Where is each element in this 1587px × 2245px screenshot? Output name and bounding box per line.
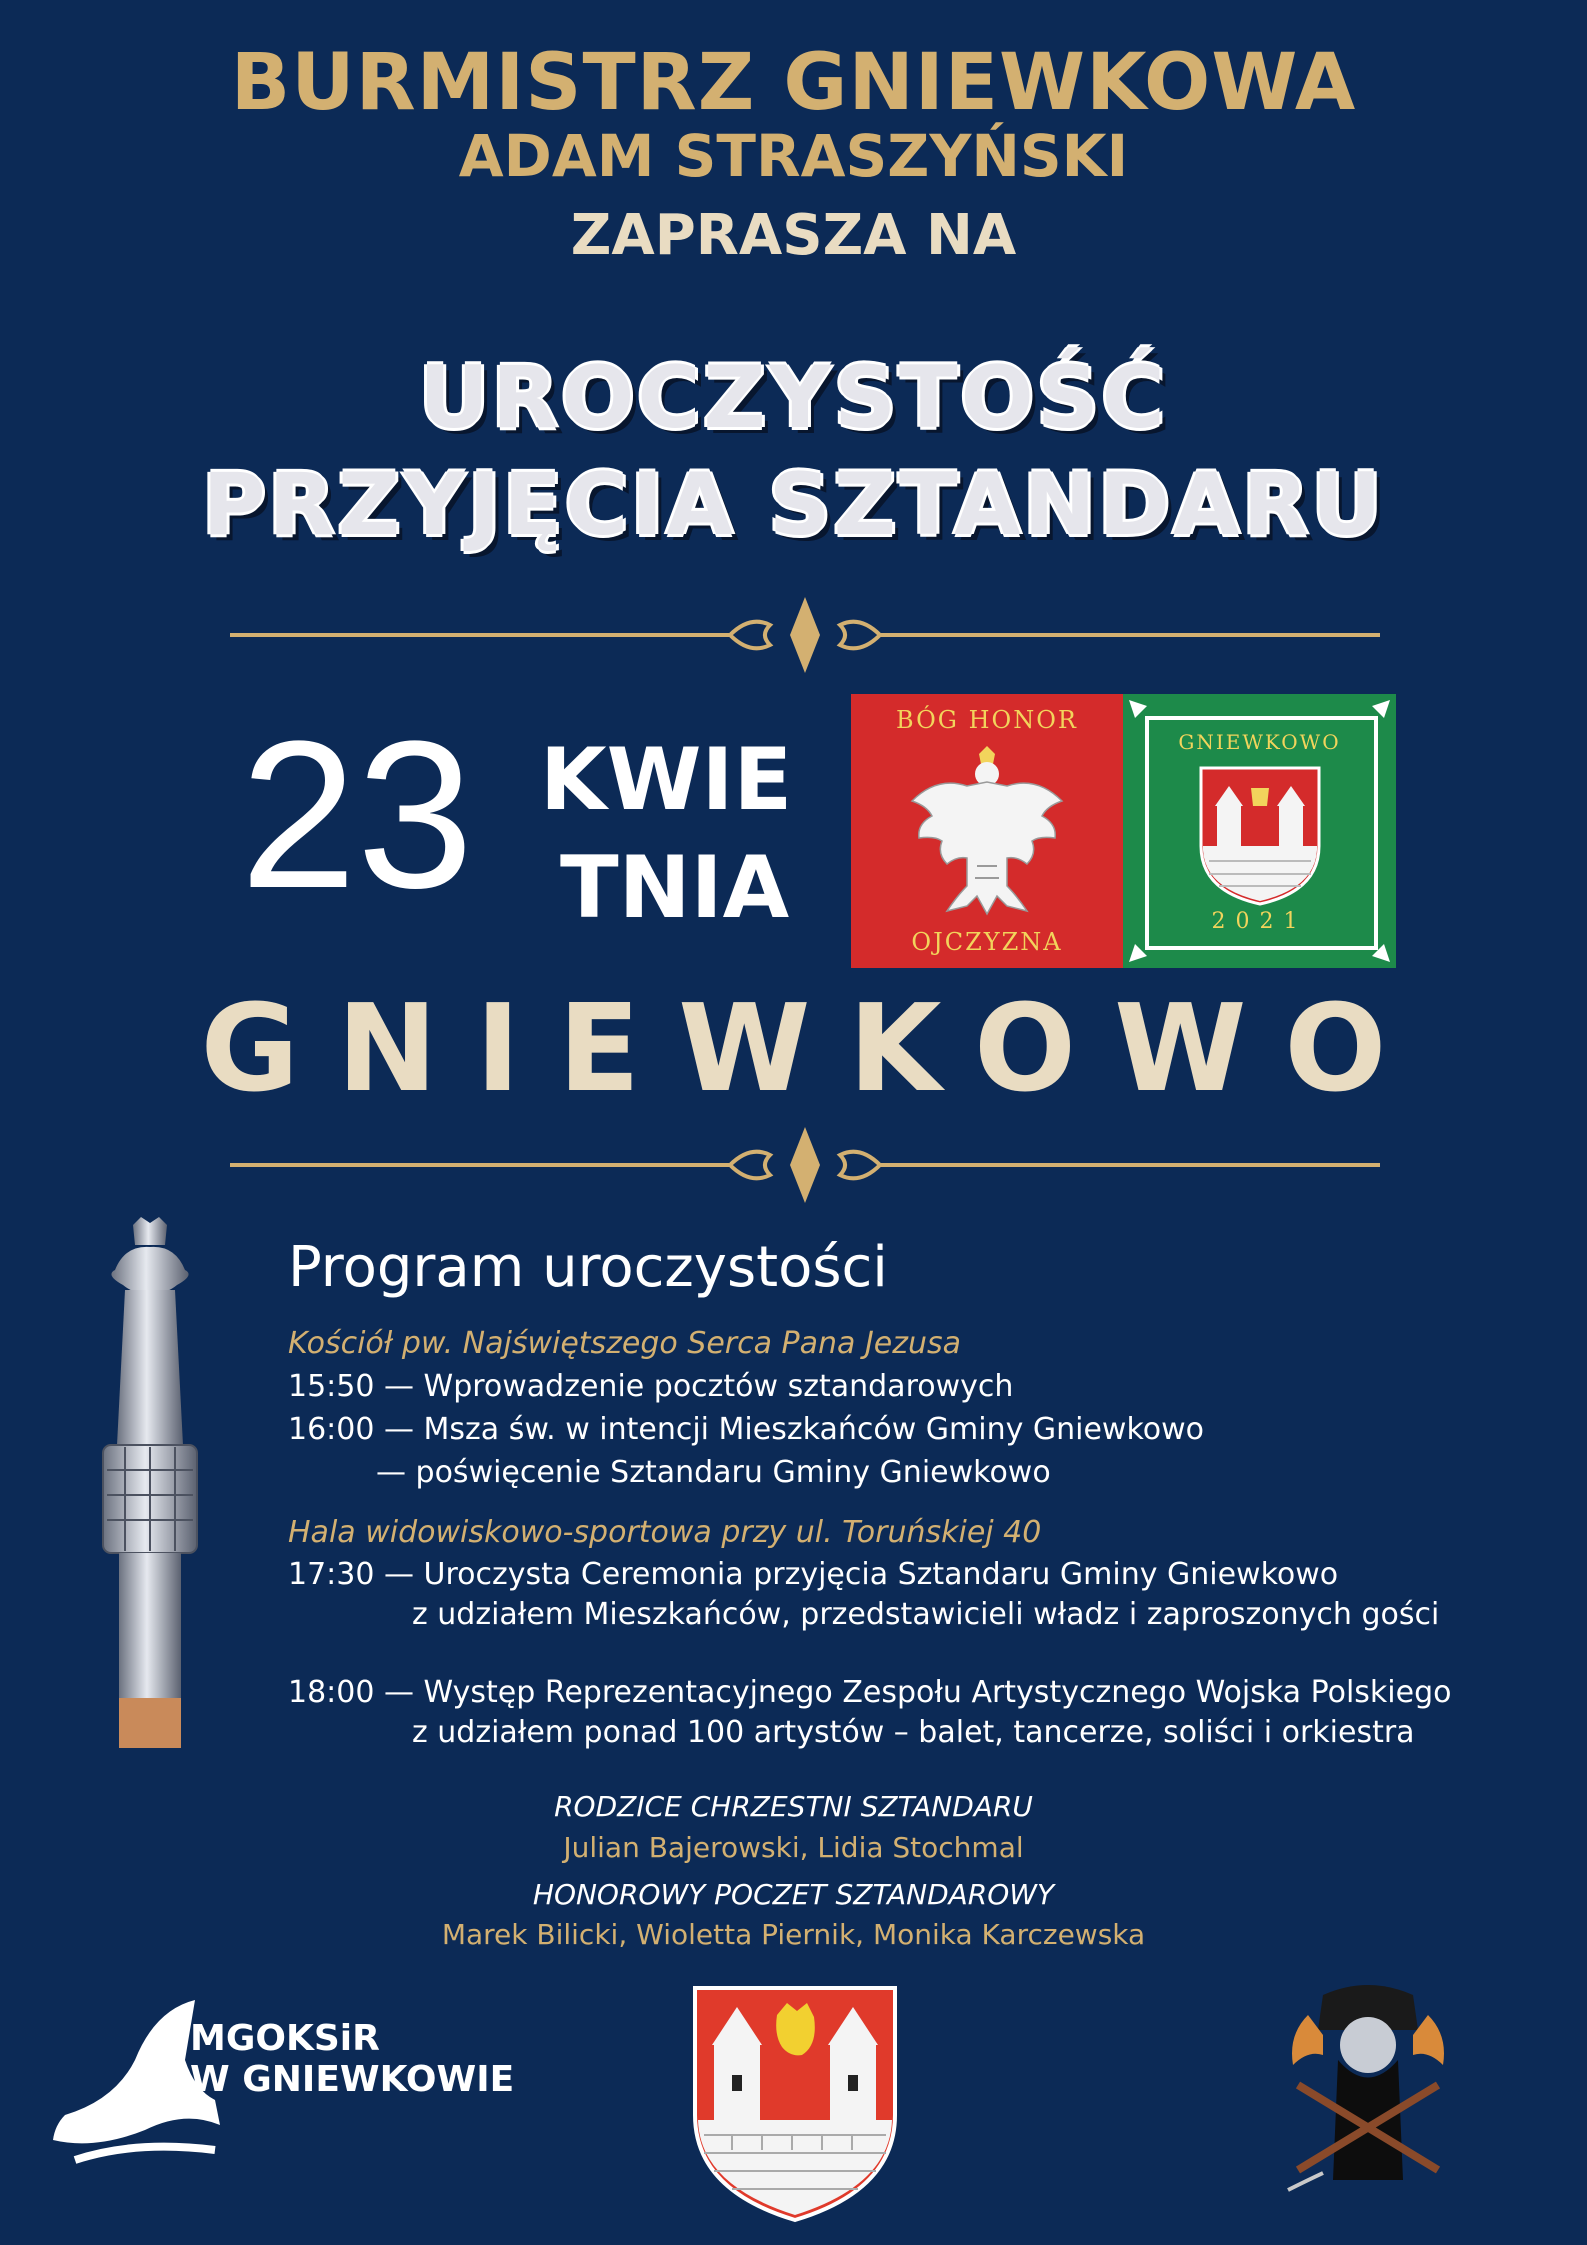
date-month-part1: KWIE [540, 730, 793, 830]
godparents-label: RODZICE CHRZESTNI SZTANDARU [554, 1790, 1033, 1823]
flag-left-bottom-text: OJCZYZNA [911, 928, 1063, 956]
program-item-1730-continued: z udziałem Mieszkańców, przedstawicieli władz i zaproszonych gości [412, 1597, 1440, 1632]
mgoksir-logo-line2: W GNIEWKOWIE [190, 2059, 515, 2101]
ornament-divider-top-icon [230, 595, 1380, 675]
program-location-hall: Hala widowiskowo-sportowa przy ul. Toruńskiej 40 [288, 1515, 1042, 1550]
date-month-part2: TNIA [560, 838, 790, 938]
header-mayor-name: ADAM STRASZYŃSKI [458, 122, 1129, 190]
program-item-1600-continued: — poświęcenie Sztandaru Gminy Gniewkowo [376, 1455, 1051, 1490]
mgoksir-logo-line1: MGOKSiR [190, 2018, 380, 2059]
program-location-church: Kościół pw. Najświętszego Serca Pana Jezusa [288, 1326, 962, 1361]
gniewkowo-coat-of-arms-large-icon [692, 1985, 898, 2223]
godparents-names: Julian Bajerowski, Lidia Stochmal [563, 1831, 1024, 1864]
gniewkowo-coat-of-arms-icon [1199, 766, 1321, 906]
flag-gniewkowo-green [1123, 694, 1396, 968]
date-day: 23 [240, 697, 474, 932]
ornament-divider-bottom-icon [230, 1125, 1380, 1205]
military-insignia-icon [1268, 1975, 1468, 2205]
flag-left-top-text: BÓG HONOR [896, 706, 1078, 734]
mgoksir-logo-text [190, 2018, 514, 2101]
program-item-1600: 16:00 — Msza św. w intencji Mieszkańców Gminy Gniewkowo [288, 1412, 1205, 1447]
event-title-line1: UROCZYSTOŚĆ [419, 348, 1168, 448]
flag-right-bottom-text: 2021 [1211, 909, 1308, 934]
program-item-1800-continued: z udziałem ponad 100 artystów – balet, tancerze, soliści i orkiestra [412, 1715, 1415, 1750]
header-invites: ZAPRASZA NA [570, 203, 1017, 268]
flag-right-top-text: GNIEWKOWO [1178, 730, 1341, 754]
white-eagle-icon [907, 746, 1067, 916]
banner-pole-finial-icon [85, 1215, 215, 1750]
honor-guard-names: Marek Bilicki, Wioletta Piernik, Monika Karczewska [441, 1918, 1146, 1951]
program-title: Program uroczystości [288, 1235, 888, 1300]
program-item-1730: 17:30 — Uroczysta Ceremonia przyjęcia Sztandaru Gminy Gniewkowo [288, 1557, 1339, 1592]
event-title-line2: PRZYJĘCIA SZTANDARU [202, 455, 1385, 555]
header-mayor-title: BURMISTRZ GNIEWKOWA [230, 38, 1357, 128]
honor-guard-label: HONOROWY POCZET SZTANDAROWY [532, 1878, 1055, 1911]
program-item-1550: 15:50 — Wprowadzenie pocztów sztandarowych [288, 1369, 1014, 1404]
town-name: GNIEWKOWO [200, 980, 1425, 1119]
program-item-1800: 18:00 — Występ Reprezentacyjnego Zespołu Artystycznego Wojska Polskiego [288, 1675, 1452, 1710]
flag-poland-red [851, 694, 1123, 968]
